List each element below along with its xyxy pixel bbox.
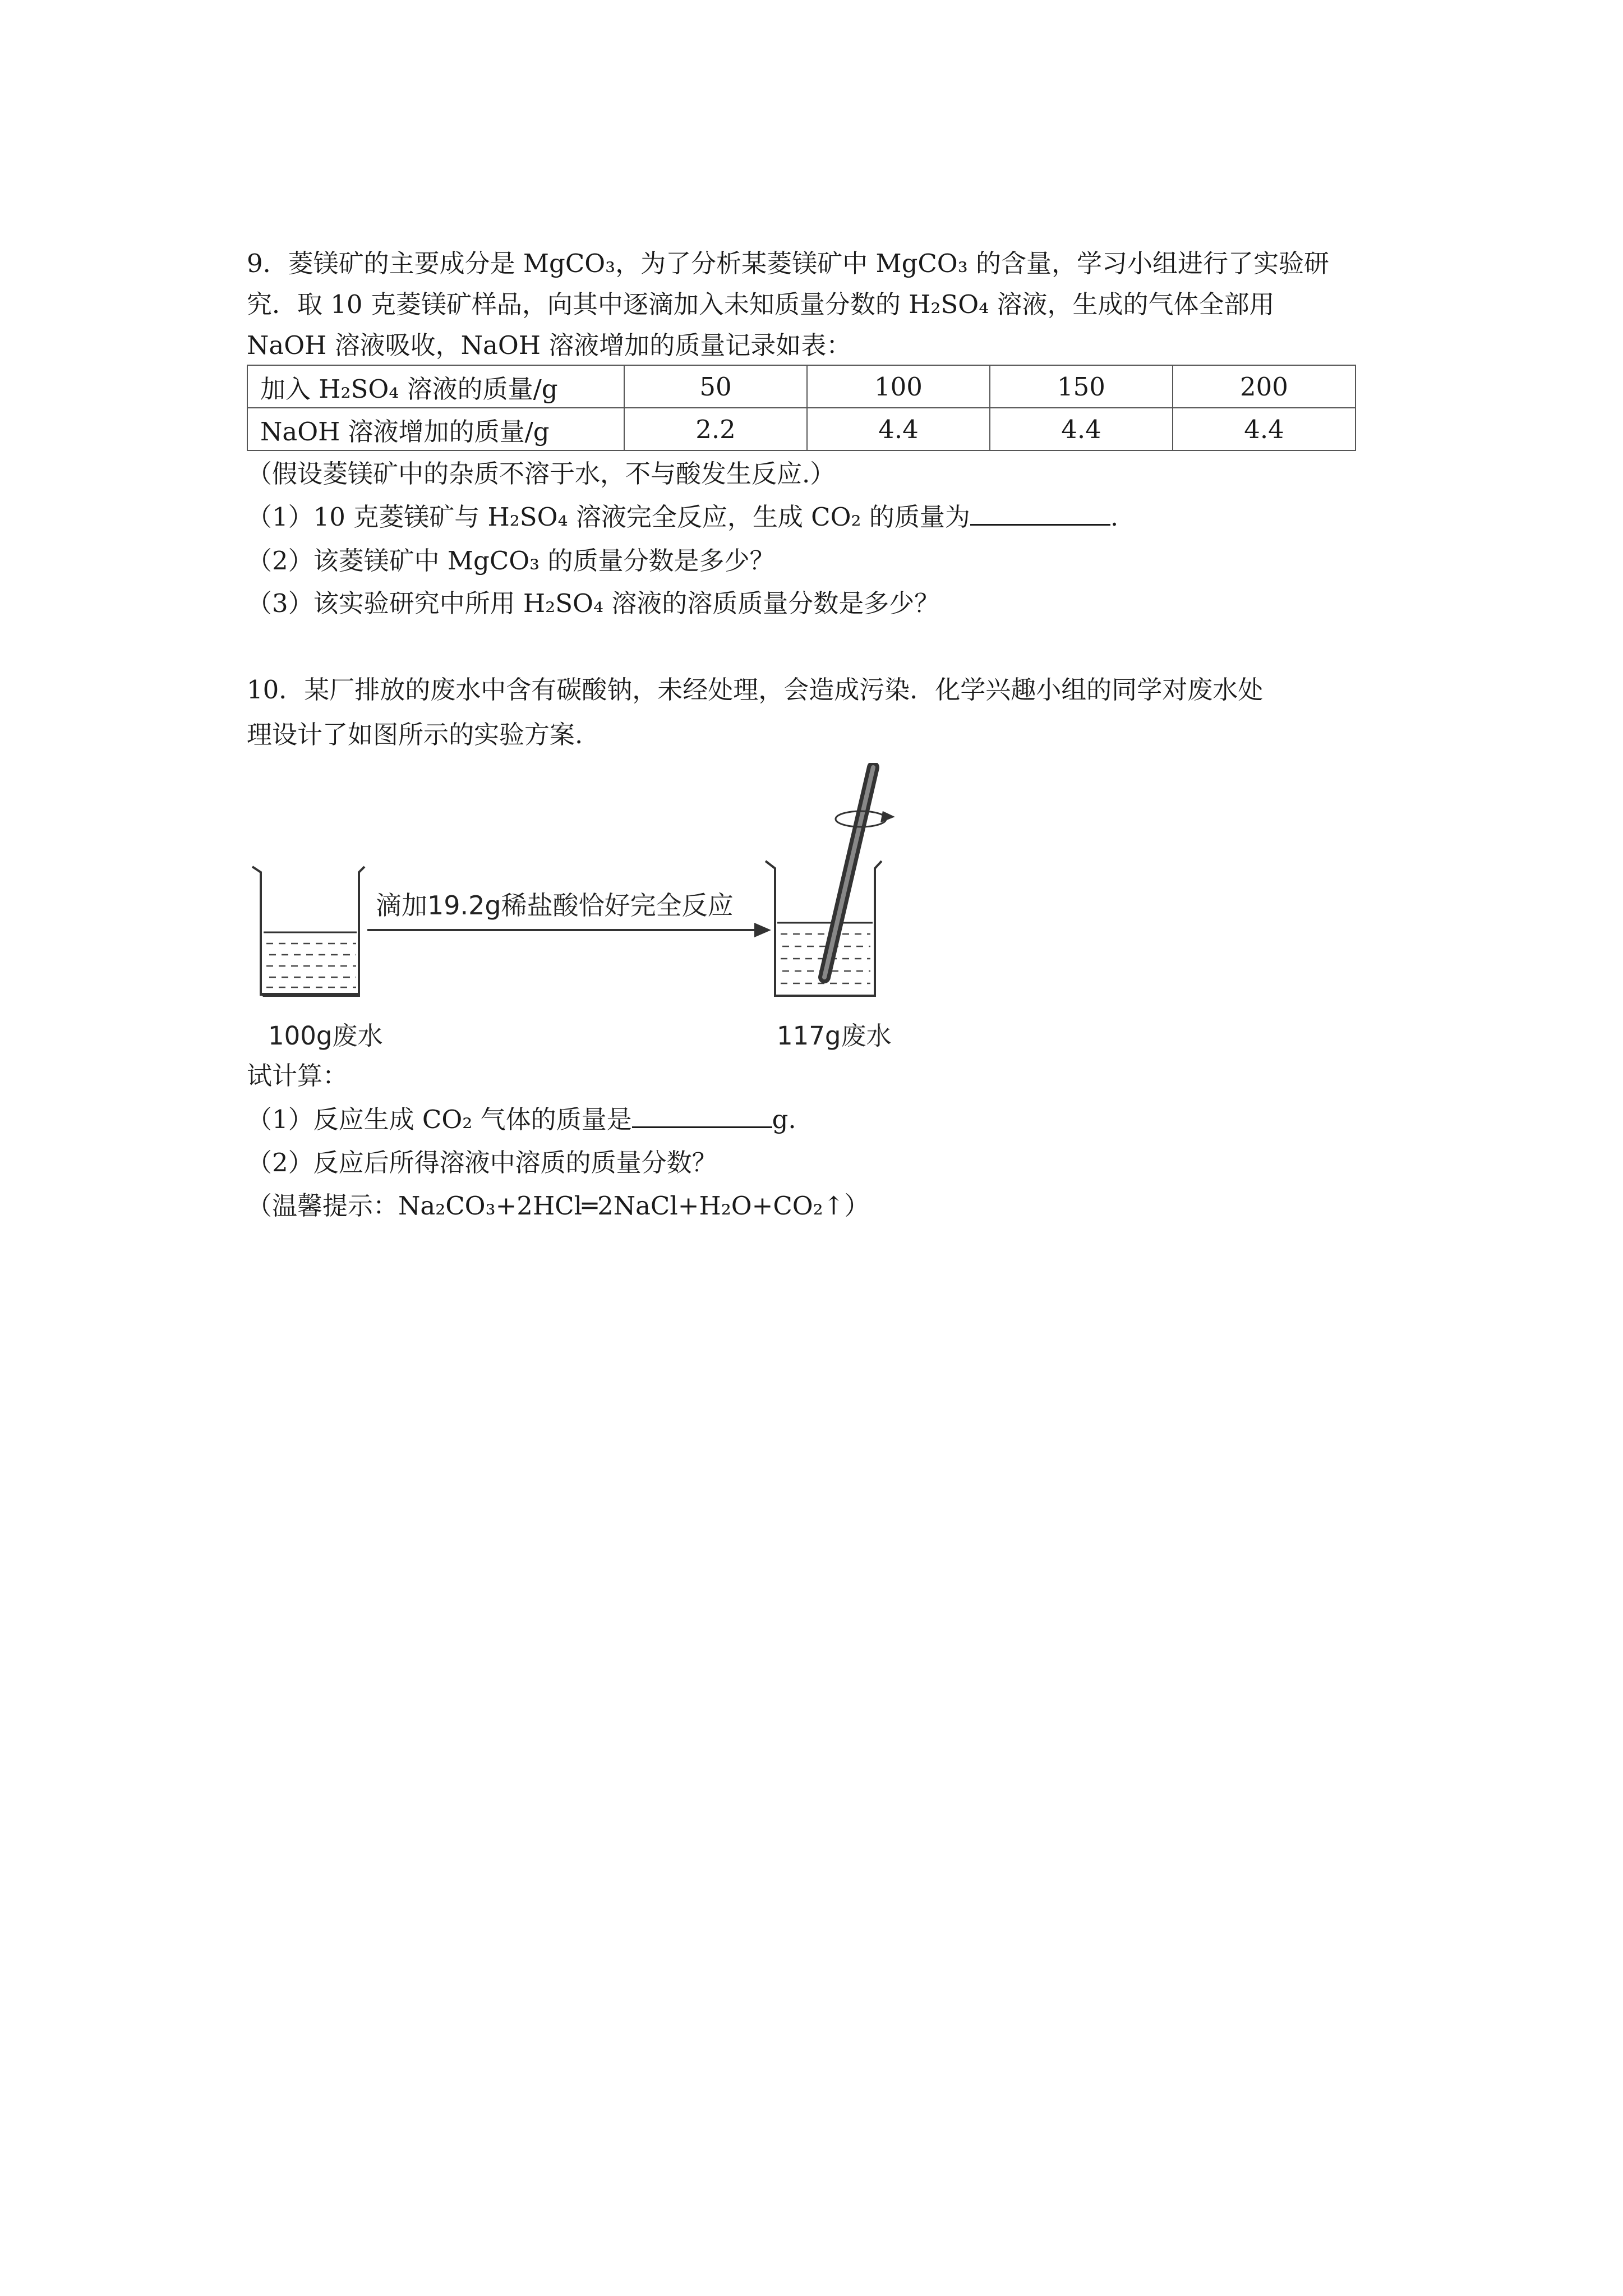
table-cell: 50 — [624, 365, 807, 408]
q10-sub1-text: （1）反应生成 CO₂ 气体的质量是 — [247, 1105, 632, 1134]
answer-blank — [632, 1104, 772, 1128]
right-beaker-label: 117g废水 — [777, 1021, 892, 1051]
q10-text-line-2: 理设计了如图所示的实验方案. — [247, 720, 583, 749]
q9-text-line-3: NaOH 溶液吸收，NaOH 溶液增加的质量记录如表： — [247, 330, 852, 360]
experiment-diagram — [247, 763, 909, 1055]
table-cell: 4.4 — [990, 408, 1173, 450]
q9-subquestion-3: （3）该实验研究中所用 H₂SO₄ 溶液的溶质质量分数是多少？ — [247, 588, 940, 618]
reaction-arrow — [367, 923, 771, 937]
q10-text-line-1: 10．某厂排放的废水中含有碳酸钠，未经处理，会造成污染．化学兴趣小组的同学对废水处 — [247, 675, 1264, 705]
q9-sub1-end: . — [1110, 502, 1119, 532]
q10-subquestion-2: （2）反应后所得溶液中溶质的质量分数？ — [247, 1148, 717, 1177]
table-cell: 4.4 — [807, 408, 990, 450]
left-beaker-label: 100g废水 — [268, 1021, 383, 1051]
table-row — [247, 365, 1355, 408]
table-row-label: 加入 H₂SO₄ 溶液的质量/g — [247, 365, 624, 408]
table-cell: 200 — [1173, 365, 1355, 408]
q9-subquestion-1 — [247, 500, 1118, 534]
table-row — [247, 408, 1355, 450]
answer-blank — [970, 501, 1110, 526]
table-cell: 4.4 — [1173, 408, 1355, 450]
table-cell: 2.2 — [624, 408, 807, 450]
q9-sub1-text: （1）10 克菱镁矿与 H₂SO₄ 溶液完全反应，生成 CO₂ 的质量为 — [247, 502, 970, 532]
left-beaker-liquid — [266, 944, 356, 987]
q9-data-table — [247, 365, 1356, 451]
table-row-label: NaOH 溶液增加的质量/g — [247, 408, 624, 450]
q10-sub1-end: g. — [772, 1105, 796, 1134]
q9-text-line-2: 究．取 10 克菱镁矿样品，向其中逐滴加入未知质量分数的 H₂SO₄ 溶液，生成的气体全部用 — [247, 289, 1275, 319]
q10-hint: （温馨提示：Na₂CO₃+2HCl═2NaCl+H₂O+CO₂↑） — [247, 1191, 870, 1221]
table-cell: 150 — [990, 365, 1173, 408]
q9-note: （假设菱镁矿中的杂质不溶于水，不与酸发生反应.） — [247, 459, 836, 489]
q10-subquestion-1 — [247, 1103, 796, 1137]
table-cell: 100 — [807, 365, 990, 408]
q10-calc-label: 试计算： — [247, 1061, 348, 1091]
q9-text-line-1: 9．菱镁矿的主要成分是 MgCO₃，为了分析某菱镁矿中 MgCO₃ 的含量，学习小组进行了实验研 — [247, 249, 1330, 278]
q9-subquestion-2: （2）该菱镁矿中 MgCO₃ 的质量分数是多少？ — [247, 546, 775, 576]
arrow-label: 滴加19.2g稀盐酸恰好完全反应 — [376, 890, 734, 921]
left-beaker — [252, 867, 365, 996]
